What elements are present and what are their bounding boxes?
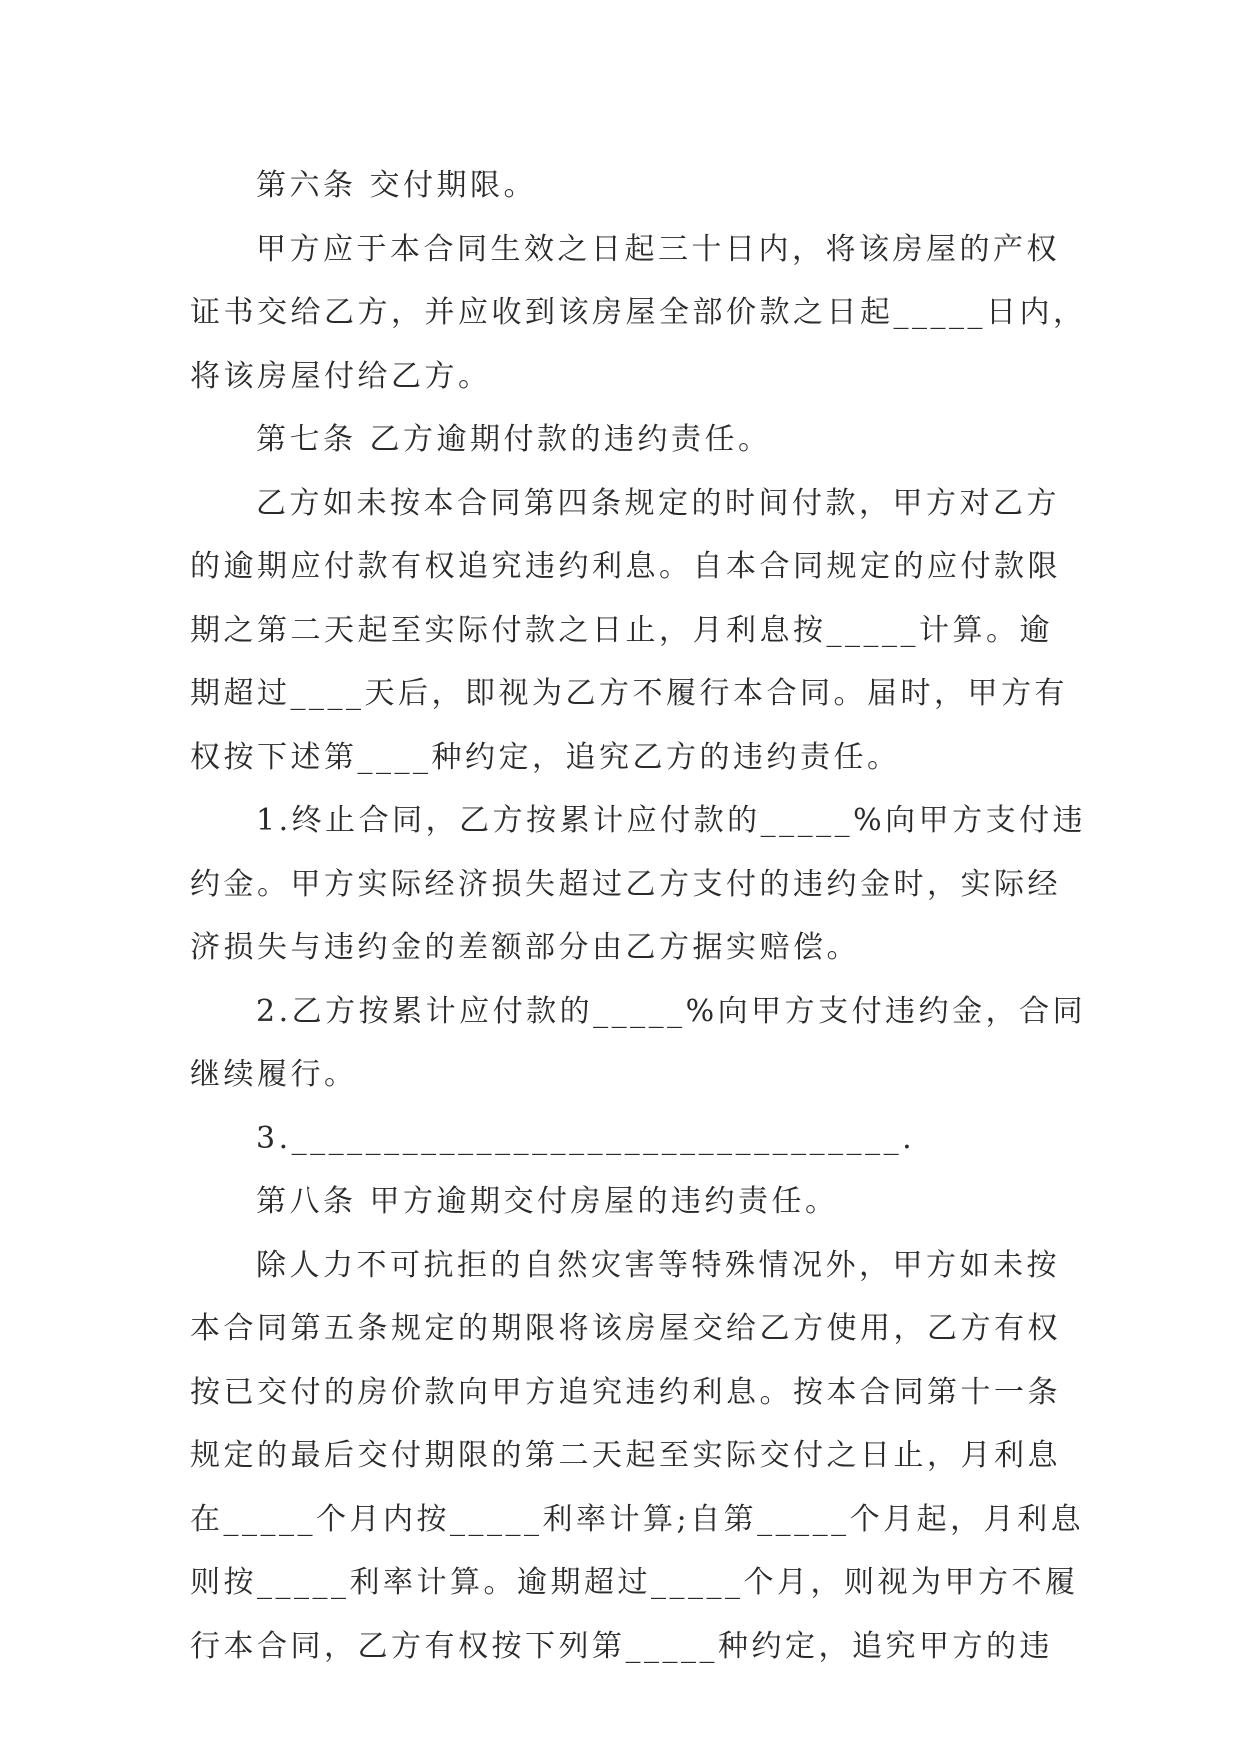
article-6-heading: 第六条 交付期限。	[256, 168, 538, 203]
paragraph-line: 继续履行。	[190, 1057, 358, 1092]
document-body	[190, 154, 1087, 1678]
paragraph-line: 约金。甲方实际经济损失超过乙方支付的违约金时，实际经	[190, 866, 1061, 902]
paragraph-line: 将该房屋付给乙方。	[190, 358, 492, 394]
article-7-heading: 第七条 乙方逾期付款的违约责任。	[256, 422, 772, 457]
paragraph-line: 期之第二天起至实际付款之日止，月利息按_____计算。逾	[190, 612, 1053, 648]
list-item-1: 1.终止合同，乙方按累计应付款的_____%向甲方支付违	[256, 803, 1087, 838]
paragraph-line: 按已交付的房价款向甲方追究违约利息。按本合同第十一条	[190, 1374, 1061, 1410]
list-item-3: 3._________________________________.	[256, 1120, 916, 1156]
paragraph-line: 乙方如未按本合同第四条规定的时间付款，甲方对乙方	[256, 485, 1060, 521]
paragraph-line: 权按下述第____种约定，追究乙方的违约责任。	[190, 739, 901, 775]
paragraph-line: 行本合同，乙方有权按下列第_____种约定，追究甲方的违	[190, 1628, 1053, 1664]
paragraph-line: 规定的最后交付期限的第二天起至实际交付之日止，月利息	[190, 1438, 1061, 1473]
paragraph-line: 除人力不可抗拒的自然灾害等特殊情况外，甲方如未按	[256, 1247, 1060, 1283]
paragraph-line: 甲方应于本合同生效之日起三十日内，将该房屋的产权	[256, 231, 1060, 267]
paragraph-line: 证书交给乙方，并应收到该房屋全部价款之日起_____日内，	[190, 295, 1087, 330]
list-item-2: 2.乙方按累计应付款的_____%向甲方支付违约金，合同	[256, 993, 1087, 1029]
paragraph-line: 济损失与违约金的差额部分由乙方据实赔偿。	[190, 930, 860, 965]
article-8-heading: 第八条 甲方逾期交付房屋的违约责任。	[256, 1184, 839, 1219]
paragraph-line: 在_____个月内按_____利率计算;自第_____个月起，月利息	[190, 1501, 1085, 1537]
paragraph-line: 期超过____天后，即视为乙方不履行本合同。届时，甲方有	[190, 676, 1068, 711]
paragraph-line: 本合同第五条规定的期限将该房屋交给乙方使用，乙方有权	[190, 1311, 1061, 1346]
paragraph-line: 的逾期应付款有权追究违约利息。自本合同规定的应付款限	[190, 549, 1061, 584]
paragraph-line: 则按_____利率计算。逾期超过_____个月，则视为甲方不履	[190, 1565, 1079, 1600]
